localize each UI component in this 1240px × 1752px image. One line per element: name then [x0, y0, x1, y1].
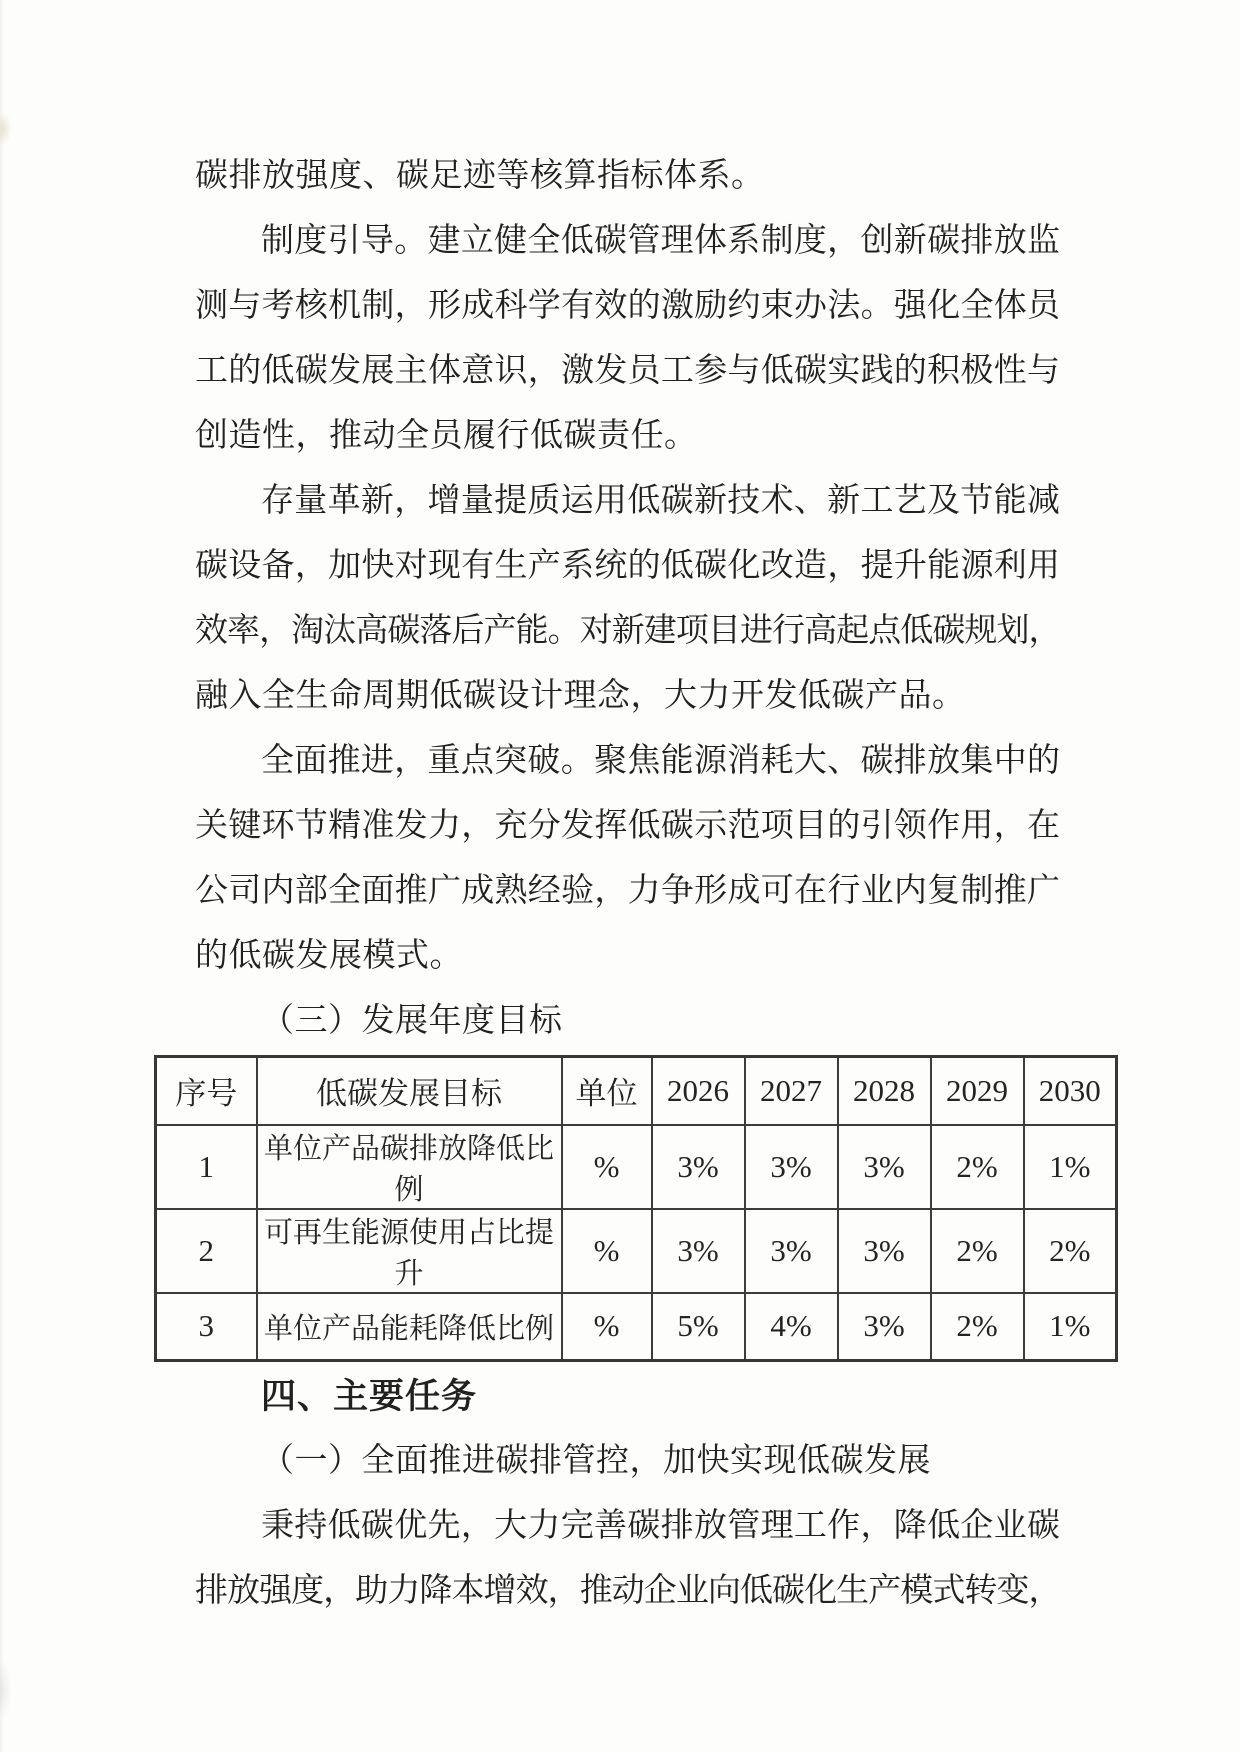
paragraph-line: 全面推进，重点突破。聚焦能源消耗大、碳排放集中的 — [261, 743, 1060, 779]
table-cell: 2% — [931, 1125, 1024, 1209]
table-cell: 3% — [838, 1125, 931, 1209]
table-cell: % — [562, 1125, 652, 1209]
table-header-cell: 2030 — [1024, 1057, 1117, 1125]
section3-heading: （三）发展年度目标 — [261, 1003, 563, 1039]
table-header-cell: 2028 — [838, 1057, 931, 1125]
paragraph-line: 创造性，推动全员履行低碳责任。 — [195, 418, 698, 454]
paragraph-line: 的低碳发展模式。 — [195, 938, 463, 974]
table-row — [156, 1293, 1117, 1361]
paragraph-line: 碳排放强度、碳足迹等核算指标体系。 — [195, 158, 765, 194]
annual-targets-table — [154, 1055, 1118, 1362]
paragraph-line: 碳设备，加快对现有生产系统的低碳化改造，提升能源利用 — [195, 548, 1060, 584]
paragraph-line: 排放强度，助力降本增效，推动企业向低碳化生产模式转变， — [195, 1573, 1060, 1609]
table-cell: 1% — [1024, 1293, 1117, 1361]
table-cell: % — [562, 1293, 652, 1361]
table-header-row — [156, 1057, 1117, 1125]
table-cell: 可再生能源使用占比提升 — [257, 1209, 562, 1293]
table-header-cell: 序号 — [156, 1057, 257, 1125]
table-cell: 3% — [838, 1293, 931, 1361]
paragraph-line: 制度引导。建立健全低碳管理体系制度，创新碳排放监 — [261, 223, 1060, 259]
table-header-cell: 2027 — [745, 1057, 838, 1125]
table-cell: % — [562, 1209, 652, 1293]
table-cell: 3% — [652, 1209, 745, 1293]
table-cell: 3% — [652, 1125, 745, 1209]
table-cell: 单位产品能耗降低比例 — [257, 1293, 562, 1361]
paragraph-line: 效率，淘汰高碳落后产能。对新建项目进行高起点低碳规划， — [195, 613, 1060, 649]
section4-item1-heading: （一）全面推进碳排管控，加快实现低碳发展 — [261, 1443, 931, 1479]
table-cell: 2 — [156, 1209, 257, 1293]
scan-artifact-smudge — [0, 1660, 12, 1720]
table-cell: 5% — [652, 1293, 745, 1361]
paragraph-line: 关键环节精准发力，充分发挥低碳示范项目的引领作用，在 — [195, 808, 1060, 844]
table-header-cell: 低碳发展目标 — [257, 1057, 562, 1125]
table-header-cell: 2026 — [652, 1057, 745, 1125]
paragraph-line: 工的低碳发展主体意识，激发员工参与低碳实践的积极性与 — [195, 353, 1060, 389]
table-cell: 3 — [156, 1293, 257, 1361]
paragraph-line: 公司内部全面推广成熟经验，力争形成可在行业内复制推广 — [195, 873, 1060, 909]
paragraph-line: 秉持低碳优先，大力完善碳排放管理工作，降低企业碳 — [261, 1508, 1060, 1544]
table-cell: 3% — [838, 1209, 931, 1293]
table-cell: 1 — [156, 1125, 257, 1209]
table-cell: 2% — [1024, 1209, 1117, 1293]
document-body — [175, 144, 1101, 1624]
scan-edge-shade — [0, 0, 4, 1752]
table-cell: 3% — [745, 1125, 838, 1209]
scan-artifact-smudge — [0, 112, 12, 146]
paragraph-line: 测与考核机制，形成科学有效的激励约束办法。强化全体员 — [195, 288, 1060, 324]
paragraph-line: 融入全生命周期低碳设计理念，大力开发低碳产品。 — [195, 678, 966, 714]
table-cell: 1% — [1024, 1125, 1117, 1209]
table-cell: 4% — [745, 1293, 838, 1361]
table-cell: 2% — [931, 1293, 1024, 1361]
table-row — [156, 1209, 1117, 1293]
table-header-cell: 单位 — [562, 1057, 652, 1125]
table-header-cell: 2029 — [931, 1057, 1024, 1125]
table-cell: 2% — [931, 1209, 1024, 1293]
table-cell: 单位产品碳排放降低比例 — [257, 1125, 562, 1209]
paragraph-line: 存量革新，增量提质运用低碳新技术、新工艺及节能减 — [261, 483, 1060, 519]
section4-heading: 四、主要任务 — [261, 1377, 478, 1416]
table-row — [156, 1125, 1117, 1209]
table-cell: 3% — [745, 1209, 838, 1293]
